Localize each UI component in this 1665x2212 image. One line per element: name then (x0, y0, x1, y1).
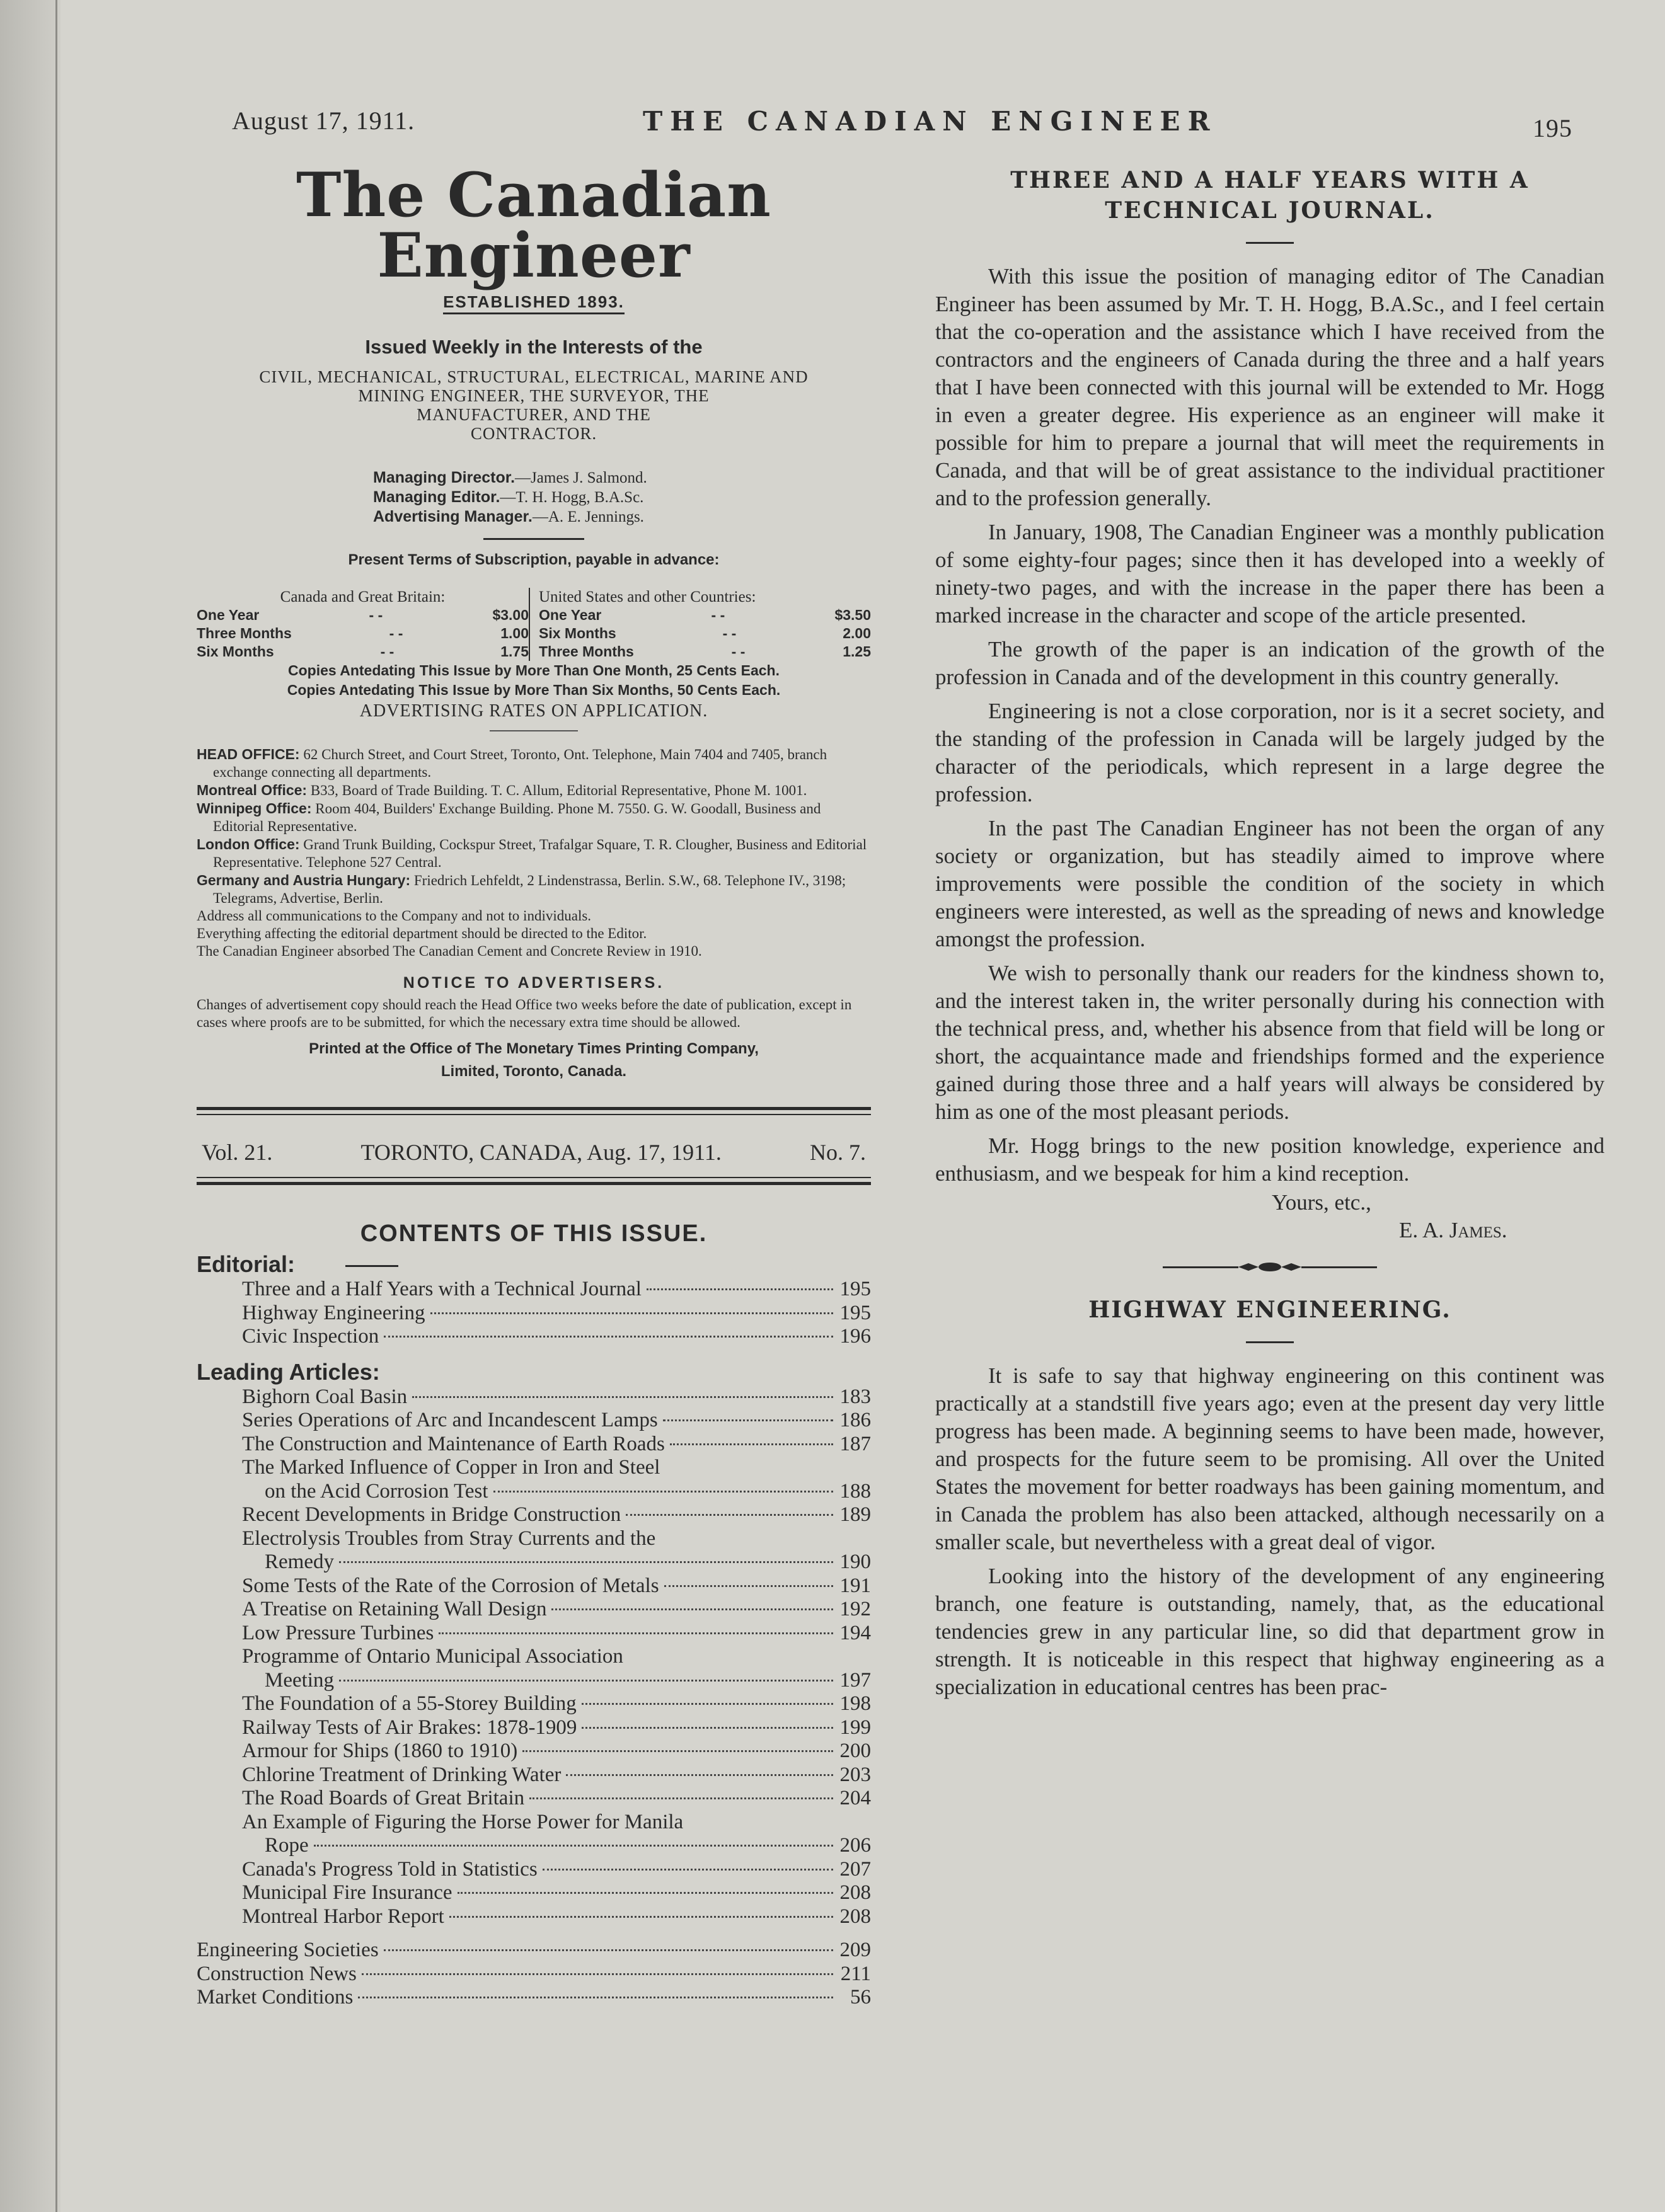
copies-note-2: Copies Antedating This Issue by More Than Six Months, 50 Cents Each. (287, 682, 781, 698)
toc-title: Programme of Ontario Municipal Association (242, 1645, 623, 1668)
toc-title: Remedy (265, 1550, 334, 1573)
notice-text: Changes of advertisement copy should reach the Head Office two weeks before the date of publication, except in cases where proofs are to be submitted, for which the necessary extra time should be allowed. (197, 997, 852, 1030)
toc-entry (242, 1692, 871, 1716)
toc-page: 208 (839, 1881, 871, 1904)
subscription-canada (197, 588, 529, 661)
toc-page: 195 (839, 1278, 871, 1300)
price: 1.00 (500, 625, 529, 641)
staff-role: Advertising Manager. (373, 508, 533, 525)
toc-title: Montreal Harbor Report (242, 1905, 444, 1928)
us-heading: United States and other Countries: (539, 588, 756, 605)
dashes: - - (369, 607, 383, 623)
toc-leader (663, 1419, 833, 1421)
toc-page: 183 (839, 1385, 871, 1408)
toc-title: Market Conditions (197, 1986, 354, 2009)
price-row (197, 643, 529, 661)
toc-leader (384, 1336, 833, 1338)
interests-line: CONTRACTOR. (470, 424, 597, 443)
staff-name: —A. E. Jennings. (532, 508, 644, 525)
term: Six Months (539, 625, 616, 641)
toc-page: 211 (840, 1962, 871, 1985)
office-text: 62 Church Street, and Court Street, Toronto, Ont. Telephone, Main 7404 and 7405, branch exchange connecting all departments. (213, 747, 827, 780)
price: $3.50 (834, 607, 871, 623)
interests-line: MINING ENGINEER, THE SURVEYOR, THE (358, 386, 710, 405)
term: Three Months (539, 643, 634, 660)
toc-entry (197, 1963, 871, 1986)
section-label: Editorial: (197, 1251, 296, 1277)
leading-label: Leading Articles: (197, 1358, 380, 1385)
toc-page: 187 (839, 1432, 871, 1455)
toc-entry (242, 1787, 871, 1811)
toc-entry (242, 1763, 871, 1787)
divider (1246, 1341, 1294, 1343)
dashes: - - (731, 643, 746, 660)
toc-entry (242, 1503, 871, 1527)
toc-leader (362, 1973, 833, 1975)
toc-title: An Example of Figuring the Horse Power for Manila (242, 1810, 684, 1833)
toc-other (197, 1939, 871, 2010)
contents-heading: CONTENTS OF THIS ISSUE. (360, 1220, 708, 1247)
dashes: - - (389, 625, 403, 641)
toc-title: Rope (265, 1834, 309, 1857)
toc-page: 191 (839, 1574, 871, 1597)
article-body (935, 263, 1605, 1188)
issued-line: Issued Weekly in the Interests of the (365, 336, 703, 358)
toc-page: 56 (850, 1986, 871, 2009)
staff-role: Managing Editor. (373, 488, 500, 506)
double-rule (197, 1107, 871, 1115)
article2-body (935, 1362, 1605, 1701)
volume-number: Vol. 21. (202, 1140, 273, 1165)
subscription-us (529, 588, 871, 661)
toc-entry (242, 1739, 871, 1763)
toc-title: Meeting (265, 1668, 334, 1692)
toc-page: 209 (839, 1939, 871, 1961)
ornament-line (1301, 1266, 1377, 1268)
office-note: Address all communications to the Company and not to individuals. (197, 908, 592, 924)
toc-leader (582, 1727, 833, 1729)
toc-leader (670, 1443, 833, 1445)
term: Three Months (197, 625, 292, 641)
signature: E. A. James. (1399, 1218, 1507, 1242)
interests-line: CIVIL, MECHANICAL, STRUCTURAL, ELECTRICAL, MARINE AND (259, 367, 809, 386)
toc-title: Canada's Progress Told in Statistics (242, 1857, 538, 1881)
copies-note-1: Copies Antedating This Issue by More Than One Month, 25 Cents Each. (288, 662, 780, 679)
toc-leader (493, 1491, 833, 1493)
editorial-label (197, 1251, 871, 1278)
toc-entry-continued (242, 1669, 871, 1693)
toc-title: Electrolysis Troubles from Stray Currents and the (242, 1527, 656, 1550)
article-heading-line: TECHNICAL JOURNAL. (1105, 197, 1435, 224)
toc-leader (566, 1774, 833, 1776)
toc-entry (242, 1574, 871, 1598)
toc-page: 194 (839, 1621, 871, 1644)
toc-title: Chlorine Treatment of Drinking Water (242, 1763, 562, 1786)
toc-leader (522, 1750, 833, 1752)
subscription-heading: Present Terms of Subscription, payable in advance: (348, 551, 720, 568)
toc-leader (647, 1288, 833, 1290)
toc-entry (242, 1409, 871, 1433)
office-text: Friedrich Lehfeldt, 2 Lindenstrassa, Berlin. S.W., 68. Telephone IV., 3198; Telegrams, Advertise, Berlin. (213, 873, 846, 906)
office-montreal (197, 781, 871, 799)
toc-title: Construction News (197, 1962, 357, 1985)
canada-heading: Canada and Great Britain: (280, 588, 446, 605)
toc-entry (242, 1302, 871, 1326)
price-row (197, 606, 529, 624)
toc-title: Three and a Half Years with a Technical Journal (242, 1278, 642, 1300)
toc-entry (242, 1598, 871, 1622)
toc-leader (339, 1561, 833, 1563)
term: One Year (197, 607, 260, 623)
toc-entry (242, 1645, 871, 1669)
paragraph: The growth of the paper is an indication of the growth of the profession in Canada and of the development in this country generally. (935, 637, 1605, 689)
term: Six Months (197, 643, 274, 660)
toc-title: The Marked Influence of Copper in Iron and Steel (242, 1456, 660, 1479)
toc-title: Civic Inspection (242, 1325, 379, 1348)
closing: Yours, etc., (1272, 1190, 1371, 1215)
paragraph: With this issue the position of managing editor of The Canadian Engineer has been assumed by Mr. T. H. Hogg, B.A.Sc., and I feel certain that the co-operation and the assistance which I have received from the contractors and the engineers of Canada during the three and a half years that I have been connected with this journal will be extended to Mr. Hogg in even a greater degree. His experience as an engineer will make it possible for him to prepare a journal that will meet the requirements in Canada, and that will be of great assistance to the individual practitioner and to the profession generally. (935, 264, 1605, 510)
toc-leader (551, 1608, 833, 1610)
toc-leader (314, 1845, 833, 1847)
diamond-ornament-icon (1238, 1261, 1301, 1273)
office-london (197, 835, 871, 871)
paragraph: Looking into the history of the development of any engineering branch, one feature is outstanding, namely, that, as the educational tendencies grew in any particular line, so did that department grow in strength. It is noticeable in this respect that highway engineering as a specialization in educational centres has been prac- (935, 1564, 1605, 1699)
office-text: B33, Board of Trade Building. T. C. Allum, Editorial Representative, Phone M. 1001. (307, 782, 807, 798)
toc-leader (529, 1797, 833, 1799)
left-column (197, 159, 871, 2010)
toc-editorial (242, 1278, 871, 1349)
masthead-title: The Canadian Engineer (296, 159, 771, 291)
toc-entry (242, 1905, 871, 1929)
office-note: Everything affecting the editorial department should be directed to the Editor. (197, 925, 647, 941)
toc-page: 195 (839, 1301, 871, 1324)
paragraph: It is safe to say that highway engineering on this continent was practically at a standstill five years ago; even at the present day very little progress has been made. A beginning seems to have been made, however, and prospects for the future seem to be promising. All over the United States the movement for better roadways has been gaining momentum, and in Canada the problem has also been attacked, although necessarily on a smaller scale, but nevertheless with a great deal of vigor. (935, 1363, 1605, 1554)
office-label: HEAD OFFICE: (197, 746, 300, 762)
toc-page: 203 (839, 1763, 871, 1786)
toc-title: Railway Tests of Air Brakes: 1878-1909 (242, 1716, 577, 1739)
office-text: Room 404, Builders' Exchange Building. Phone M. 7550. G. W. Goodall, Business and Editorial Representative. (213, 801, 821, 834)
price-row (539, 606, 871, 624)
toc-leader (439, 1632, 833, 1634)
paragraph: Engineering is not a close corporation, nor is it a secret society, and the standing of the profession in Canada will be largely judged by the character of the periodicals, which represent in a large degree the profession. (935, 699, 1605, 806)
toc-page: 207 (839, 1857, 871, 1881)
toc-title: Municipal Fire Insurance (242, 1881, 452, 1904)
article2-heading: HIGHWAY ENGINEERING. (1088, 1297, 1451, 1323)
dashes: - - (722, 625, 737, 641)
toc-entry (242, 1622, 871, 1646)
office-label: Germany and Austria Hungary: (197, 872, 411, 888)
toc-entry-continued (242, 1480, 871, 1504)
divider (490, 730, 578, 731)
toc-title: The Foundation of a 55-Storey Building (242, 1692, 577, 1715)
office-germany (197, 871, 871, 907)
toc-entry (242, 1385, 871, 1409)
toc-leader (412, 1396, 833, 1398)
toc-title: A Treatise on Retaining Wall Design (242, 1598, 547, 1620)
price-row (197, 624, 529, 643)
volume-place-date: TORONTO, CANADA, Aug. 17, 1911. (360, 1140, 722, 1165)
toc-page: 200 (839, 1739, 871, 1762)
office-text: Grand Trunk Building, Cockspur Street, Trafalgar Square, T. R. Clougher, Business and Editorial Representative. Telephone 527 Central. (213, 837, 867, 870)
toc-page: 190 (839, 1550, 871, 1573)
running-head-date: August 17, 1911. (232, 106, 415, 135)
dashes: - - (711, 607, 725, 623)
established-line (197, 292, 871, 312)
toc-entry (197, 1986, 871, 2010)
toc-title: Bighorn Coal Basin (242, 1385, 408, 1408)
toc-leader (458, 1892, 833, 1894)
toc-page: 204 (839, 1787, 871, 1809)
office-note: The Canadian Engineer absorbed The Canadian Cement and Concrete Review in 1910. (197, 943, 702, 959)
staff-name: —James J. Salmond. (515, 469, 647, 486)
price: 2.00 (843, 625, 871, 641)
staff-role: Managing Director. (373, 469, 516, 486)
printer-line-1: Printed at the Office of The Monetary Times Printing Company, (309, 1040, 759, 1057)
page-number: 195 (1533, 114, 1572, 142)
toc-entry-continued (242, 1834, 871, 1858)
toc-entry-continued (242, 1550, 871, 1574)
toc-leader (543, 1869, 833, 1871)
subscription-table (197, 588, 871, 661)
toc-leader (449, 1916, 833, 1918)
toc-leader (582, 1703, 833, 1705)
established-text: ESTABLISHED 1893. (443, 292, 625, 314)
divider (1246, 242, 1294, 244)
toc-page: 199 (839, 1716, 871, 1739)
page-gutter (0, 0, 60, 2212)
paragraph: We wish to personally thank our readers for the kindness shown to, and the interest taken in, the writer personally during his connection with the technical press, and, whether his absence from that field will be long or short, the acquaintance made and friendships formed and the experience gained during those three and a half years will always be considered by him as one of the most pleasant periods. (935, 961, 1605, 1124)
divider (483, 538, 584, 540)
price: 1.75 (500, 643, 529, 660)
staff-name: —T. H. Hogg, B.A.Sc. (500, 489, 644, 506)
toc-title: Engineering Societies (197, 1939, 379, 1961)
price: $3.00 (492, 607, 529, 623)
office-label: Montreal Office: (197, 782, 308, 798)
toc-page: 186 (839, 1409, 871, 1431)
notice-heading: NOTICE TO ADVERTISERS. (403, 974, 665, 992)
issue-number: No. 7. (809, 1140, 866, 1165)
section-ornament (935, 1261, 1605, 1273)
toc-entry (242, 1881, 871, 1905)
toc-entry (242, 1325, 871, 1349)
dashes: - - (380, 643, 395, 660)
toc-page: 192 (839, 1598, 871, 1620)
interests-line: MANUFACTURER, AND THE (417, 405, 651, 424)
toc-entry (242, 1527, 871, 1551)
toc-page: 208 (839, 1905, 871, 1928)
staff-list (373, 468, 871, 527)
toc-title: Recent Developments in Bridge Construction (242, 1503, 621, 1526)
toc-entry (197, 1939, 871, 1963)
price-row (539, 643, 871, 661)
toc-entry (242, 1811, 871, 1835)
toc-leader (664, 1585, 833, 1587)
toc-page: 197 (839, 1668, 871, 1692)
toc-title: The Road Boards of Great Britain (242, 1787, 525, 1809)
staff-managing-editor (373, 488, 871, 507)
toc-entry (242, 1716, 871, 1740)
article-heading-line: THREE AND A HALF YEARS WITH A (1010, 167, 1530, 193)
toc-title: Armour for Ships (1860 to 1910) (242, 1739, 518, 1762)
toc-title: The Construction and Maintenance of Earth Roads (242, 1432, 665, 1455)
volume-line (202, 1139, 866, 1166)
printer-line-2: Limited, Toronto, Canada. (441, 1063, 627, 1080)
toc-entry (242, 1456, 871, 1480)
price-row (539, 624, 871, 643)
advertising-rates: ADVERTISING RATES ON APPLICATION. (359, 701, 708, 721)
toc-title: Low Pressure Turbines (242, 1621, 434, 1644)
toc-page: 206 (839, 1834, 871, 1857)
toc-leader (430, 1312, 833, 1314)
staff-advertising-manager (373, 507, 871, 527)
toc-entry (242, 1433, 871, 1457)
office-head (197, 745, 871, 781)
toc-title: on the Acid Corrosion Test (265, 1479, 488, 1503)
article-heading (935, 165, 1605, 226)
toc-leader (339, 1680, 833, 1682)
paragraph: Mr. Hogg brings to the new position knowledge, experience and enthusiasm, and we bespeak for him a kind reception. (935, 1133, 1605, 1186)
toc-page: 189 (839, 1503, 871, 1526)
toc-page: 196 (839, 1325, 871, 1348)
toc-leading (242, 1385, 871, 1929)
paragraph: In January, 1908, The Canadian Engineer was a monthly publication of some eighty-four pages; since then it has developed into a weekly of ninety-two pages, and with the increase in the paper there has been a marked increase in the character and scope of the article presented. (935, 520, 1605, 627)
interests-block (197, 367, 871, 443)
right-column (935, 165, 1605, 1701)
toc-leader (358, 1997, 833, 1998)
toc-leader (384, 1949, 833, 1951)
ornament-line (1163, 1266, 1238, 1268)
toc-title: Highway Engineering (242, 1301, 425, 1324)
office-label: Winnipeg Office: (197, 800, 312, 817)
toc-leader (626, 1514, 833, 1516)
price: 1.25 (843, 643, 871, 660)
office-winnipeg (197, 799, 871, 835)
running-head-title: THE CANADIAN ENGINEER (643, 106, 1218, 137)
toc-entry (242, 1278, 871, 1302)
office-label: London Office: (197, 836, 300, 852)
toc-entry (242, 1858, 871, 1882)
staff-managing-director (373, 468, 871, 488)
binding-line (55, 0, 57, 2212)
divider (345, 1265, 398, 1267)
toc-title: Series Operations of Arc and Incandescent Lamps (242, 1409, 658, 1431)
toc-page: 198 (839, 1692, 871, 1715)
double-rule (197, 1177, 871, 1185)
term: One Year (539, 607, 602, 623)
toc-page: 188 (839, 1479, 871, 1503)
paragraph: In the past The Canadian Engineer has not been the organ of any society or organization, but has steadily aimed to improve where improvements were possible the condition of the society in which engineers were interested, as well as the spreading of news and knowledge amongst the profession. (935, 816, 1605, 951)
toc-title: Some Tests of the Rate of the Corrosion of Metals (242, 1574, 659, 1597)
